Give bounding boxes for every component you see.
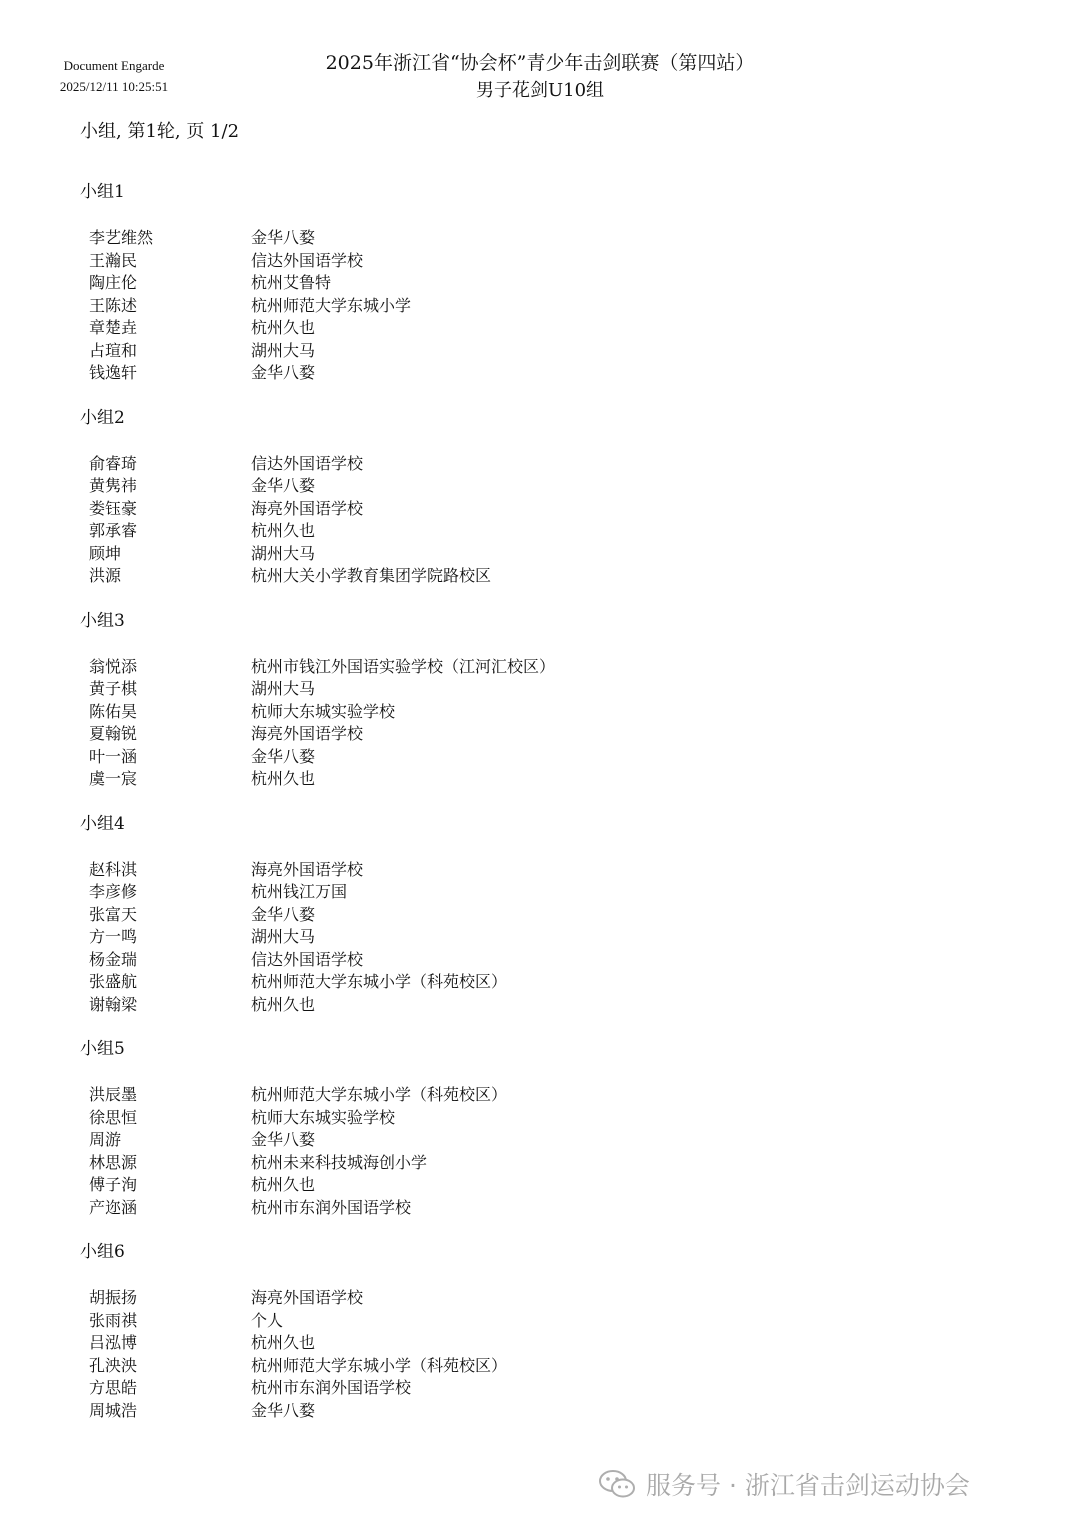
fencer-club: 金华八婺 — [251, 1130, 316, 1149]
group-spacer — [80, 588, 980, 609]
fencer-club: 杭州钱江万国 — [251, 882, 348, 901]
fencer-name: 俞睿琦 — [89, 453, 138, 473]
fencer-club: 杭州师范大学东城小学 — [251, 295, 412, 315]
fencer-row — [80, 1400, 980, 1423]
pool-group — [80, 406, 980, 588]
fencer-name: 杨金瑞 — [89, 949, 138, 969]
fencer-name: 陶庄伦 — [89, 273, 138, 292]
pool-list — [80, 180, 980, 1422]
fencer-name: 李艺维然 — [89, 228, 154, 247]
fencer-name: 黄隽祎 — [89, 476, 138, 495]
fencer-club: 杭师大东城实验学校 — [251, 1107, 396, 1127]
fencer-name: 郭承睿 — [89, 521, 138, 540]
pool-group-heading: 小组3 — [80, 610, 125, 631]
fencer-row — [80, 565, 980, 588]
pool-group — [80, 609, 980, 791]
fencer-club: 湖州大马 — [251, 927, 316, 946]
fencer-club: 金华八婺 — [251, 746, 316, 766]
fencer-club: 湖州大马 — [251, 679, 316, 698]
fencer-row — [80, 656, 980, 679]
pool-group-heading: 小组6 — [80, 1242, 125, 1262]
fencer-row — [80, 453, 980, 476]
pool-group-heading: 小组5 — [80, 1039, 125, 1059]
fencer-club: 杭州师范大学东城小学（科苑校区） — [251, 1355, 508, 1375]
fencer-row — [80, 994, 980, 1017]
fencer-row — [80, 1152, 980, 1175]
fencer-club: 信达外国语学校 — [251, 250, 364, 270]
fencer-club: 金华八婺 — [251, 228, 316, 247]
watermark-text: 服务号 · 浙江省击剑运动协会 — [646, 1471, 970, 1500]
fencer-club: 海亮外国语学校 — [251, 1288, 364, 1307]
fencer-club: 海亮外国语学校 — [251, 498, 364, 518]
fencer-row — [80, 678, 980, 701]
fencer-name: 胡振扬 — [89, 1288, 138, 1307]
fencer-row — [80, 768, 980, 791]
fencer-row — [80, 859, 980, 882]
fencer-name: 赵科淇 — [89, 859, 138, 879]
fencer-club: 杭州市东润外国语学校 — [251, 1378, 412, 1397]
watermark — [598, 1466, 970, 1502]
fencer-row — [80, 1310, 980, 1333]
fencer-club: 杭州艾鲁特 — [251, 273, 332, 292]
document-title: 2025年浙江省“协会杯”青少年击剑联赛（第四站） — [325, 52, 755, 74]
fencer-name: 顾坤 — [89, 543, 122, 563]
fencer-name: 林思源 — [89, 1152, 138, 1172]
fencer-club: 杭州久也 — [251, 1333, 316, 1352]
fencer-row — [80, 1174, 980, 1197]
fencer-name: 叶一涵 — [89, 746, 138, 766]
fencer-row — [80, 295, 980, 318]
fencer-row — [80, 520, 980, 543]
fencer-name: 洪源 — [89, 566, 122, 585]
fencer-club: 杭州未来科技城海创小学 — [251, 1152, 428, 1172]
software-name: Document Engarde — [63, 58, 165, 73]
fencer-club: 个人 — [251, 1310, 284, 1330]
fencer-club: 金华八婺 — [251, 476, 316, 495]
fencer-row — [80, 723, 980, 746]
fencer-name: 陈佑昊 — [89, 701, 138, 721]
fencer-row — [80, 1332, 980, 1355]
pool-group-heading: 小组4 — [80, 813, 125, 834]
fencer-name: 徐思恒 — [89, 1107, 138, 1127]
fencer-row — [80, 498, 980, 521]
fencer-club: 海亮外国语学校 — [251, 724, 364, 743]
pool-group — [80, 180, 980, 385]
fencer-row — [80, 272, 980, 295]
fencer-name: 占瑄和 — [89, 340, 138, 360]
fencer-club: 湖州大马 — [251, 340, 316, 360]
fencer-row — [80, 1107, 980, 1130]
fencer-row — [80, 1355, 980, 1378]
fencer-club: 杭州久也 — [251, 1175, 316, 1194]
fencer-name: 章楚垚 — [89, 318, 138, 337]
fencer-name: 夏翰锐 — [89, 724, 138, 743]
fencer-name: 吕泓博 — [89, 1333, 138, 1352]
fencer-row — [80, 250, 980, 273]
fencer-club: 金华八婺 — [251, 904, 316, 924]
fencer-row — [80, 746, 980, 769]
fencer-row — [80, 926, 980, 949]
fencer-club: 杭州师范大学东城小学（科苑校区） — [251, 1085, 508, 1104]
wechat-icon — [598, 1469, 636, 1499]
fencer-club: 杭师大东城实验学校 — [251, 701, 396, 721]
print-timestamp: 2025/12/11 10:25:51 — [59, 79, 169, 94]
fencer-club: 杭州久也 — [251, 994, 316, 1014]
fencer-club: 杭州大关小学教育集团学院路校区 — [251, 566, 492, 585]
fencer-name: 产迩涵 — [89, 1197, 138, 1217]
fencer-row — [80, 1197, 980, 1220]
group-spacer — [80, 1219, 980, 1240]
fencer-name: 张雨祺 — [89, 1310, 138, 1330]
fencer-name: 王瀚民 — [89, 250, 138, 270]
pool-group-heading: 小组1 — [80, 182, 125, 202]
fencer-club: 杭州市东润外国语学校 — [251, 1197, 412, 1217]
fencer-name: 谢翰梁 — [89, 994, 138, 1014]
fencer-club: 信达外国语学校 — [251, 949, 364, 969]
group-spacer — [80, 791, 980, 812]
fencer-row — [80, 227, 980, 250]
fencer-row — [80, 1287, 980, 1310]
fencer-row — [80, 971, 980, 994]
fencer-name: 李彦修 — [89, 882, 138, 901]
fencer-club: 金华八婺 — [251, 363, 316, 382]
fencer-row — [80, 475, 980, 498]
document-subtitle: 男子花剑U10组 — [475, 80, 605, 101]
fencer-row — [80, 1129, 980, 1152]
fencer-name: 王陈述 — [89, 295, 138, 315]
fencer-row — [80, 881, 980, 904]
document-meta — [44, 55, 184, 97]
fencer-row — [80, 904, 980, 927]
fencer-name: 钱逸轩 — [89, 363, 138, 382]
fencer-name: 周游 — [89, 1130, 122, 1149]
fencer-club: 杭州久也 — [251, 769, 316, 788]
fencer-name: 方一鸣 — [89, 927, 138, 946]
fencer-club: 杭州市钱江外国语实验学校（江河汇校区） — [251, 656, 556, 676]
fencer-club: 杭州久也 — [251, 521, 316, 540]
fencer-club: 杭州久也 — [251, 318, 316, 337]
fencer-row — [80, 317, 980, 340]
fencer-name: 孔泱泱 — [89, 1355, 138, 1375]
pool-group-heading: 小组2 — [80, 407, 125, 428]
pool-group — [80, 812, 980, 1017]
fencer-row — [80, 362, 980, 385]
fencer-row — [80, 1084, 980, 1107]
fencer-club: 杭州师范大学东城小学（科苑校区） — [251, 972, 508, 991]
pool-group — [80, 1037, 980, 1219]
fencer-name: 洪辰墨 — [89, 1085, 138, 1104]
fencer-row — [80, 340, 980, 363]
fencer-row — [80, 543, 980, 566]
fencer-club: 信达外国语学校 — [251, 453, 364, 473]
fencer-club: 海亮外国语学校 — [251, 859, 364, 879]
fencer-name: 黄子棋 — [89, 679, 138, 698]
page-info: 小组, 第1轮, 页 1/2 — [80, 121, 240, 142]
fencer-club: 湖州大马 — [251, 543, 316, 563]
fencer-name: 张盛航 — [89, 972, 138, 991]
title-block — [240, 50, 840, 104]
group-spacer — [80, 1016, 980, 1037]
fencer-name: 虞一宸 — [89, 769, 138, 788]
fencer-name: 傅子洵 — [89, 1175, 138, 1194]
group-spacer — [80, 385, 980, 406]
fencer-name: 娄钰豪 — [89, 498, 138, 518]
fencer-name: 方思皓 — [89, 1378, 138, 1397]
fencer-name: 翁悦添 — [89, 656, 138, 676]
fencer-name: 周城浩 — [89, 1400, 138, 1420]
fencer-club: 金华八婺 — [251, 1400, 316, 1420]
fencer-name: 张富天 — [89, 904, 138, 924]
fencer-row — [80, 1377, 980, 1400]
fencer-row — [80, 949, 980, 972]
fencer-row — [80, 701, 980, 724]
pool-group — [80, 1240, 980, 1422]
